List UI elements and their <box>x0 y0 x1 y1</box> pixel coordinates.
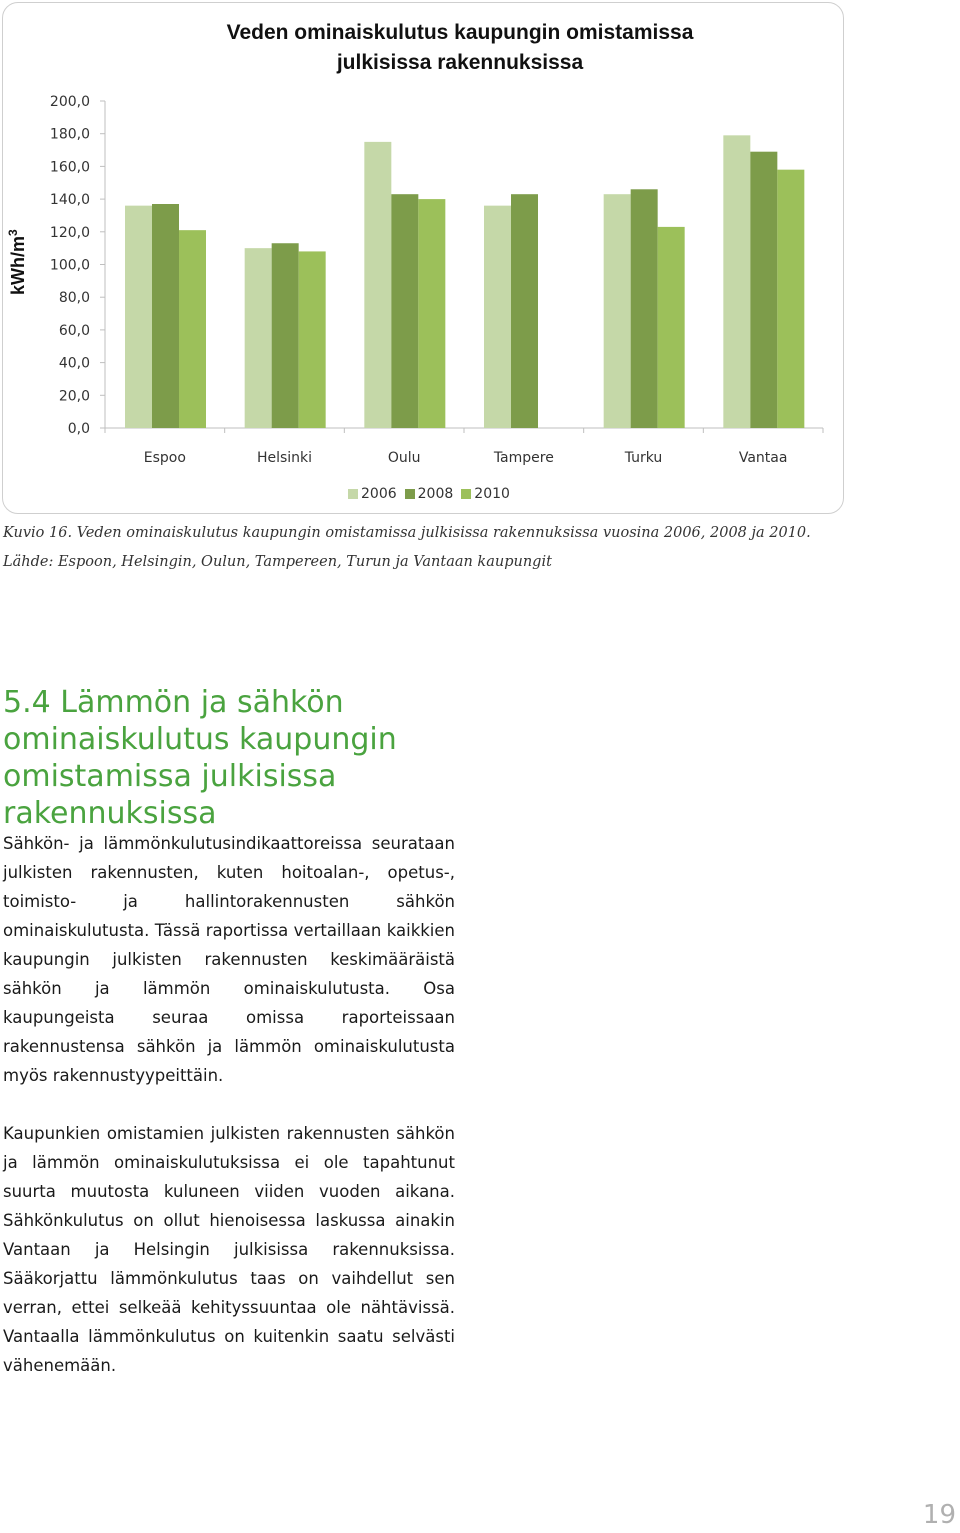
y-tick-label: 20,0 <box>58 388 90 405</box>
y-tick-label: 100,0 <box>49 257 90 274</box>
x-tick-label: Espoo <box>143 450 186 466</box>
bar-vantaa-2010 <box>777 170 804 428</box>
bar-espoo-2010 <box>179 230 206 428</box>
bar-vantaa-2006 <box>723 135 750 428</box>
figure-source: Lähde: Espoon, Helsingin, Oulun, Tampereen, Turun ja Vantaan kaupungit <box>3 554 552 570</box>
chart-title-line1: Veden ominaiskulutus kaupungin omistamissa <box>226 21 694 44</box>
legend-label-2010: 2010 <box>474 486 510 502</box>
section-heading: 5.4 Lämmön ja sähkön ominaiskulutus kaupungin omistamissa julkisissa rakennuksissa <box>3 685 397 831</box>
y-axis-label-sup: 3 <box>6 229 20 236</box>
y-tick-label: 0,0 <box>67 421 90 437</box>
bar-oulu-2010 <box>418 199 445 428</box>
bar-oulu-2008 <box>391 194 418 428</box>
legend-swatch-2010 <box>461 489 471 499</box>
legend-item-2010 <box>461 486 510 502</box>
paragraph-1: Sähkön- ja lämmönkulutusindikaattoreissa seurataan julkisten rakennusten, kuten hoitoalan-, opetus-, toimisto- ja hallintorakennusten sähkön ominaiskulutusta. Tässä raportissa vertaillaan kaikkien kaupungin julkisten rakennusten keskimääräistä sähkön ja lämmön ominaiskulutusta. Osa kaupungeista seuraa omissa raporteissaan rakennustensa sähkön ja lämmön ominaiskulutusta myös rakennustyypeittäin. <box>3 834 455 1085</box>
bar-helsinki-2006 <box>245 248 272 428</box>
bar-turku-2008 <box>631 189 658 428</box>
bar-tampere-2006 <box>484 206 511 428</box>
y-tick-label: 200,0 <box>49 94 90 110</box>
y-tick-label: 60,0 <box>58 322 90 339</box>
bar-tampere-2008 <box>511 194 538 428</box>
page-number: 19 <box>922 1500 956 1530</box>
bar-oulu-2006 <box>364 142 391 428</box>
y-tick-label: 40,0 <box>58 355 90 372</box>
paragraph-2: Kaupunkien omistamien julkisten rakennusten sähkön ja lämmön ominaiskulutuksissa ei ole tapahtunut suurta muutosta kuluneen viiden vuoden aikana. Sähkönkulutus on ollut hienoisessa laskussa ainakin Vantaan ja Helsingin julkisissa rakennuksissa. Sääkorjattu lämmönkulutus taas on vaihdellut sen verran, ettei selkeää kehityssuuntaa ole nähtävissä. Vantaalla lämmönkulutus on kuitenkin saatu selvästi vähenemään. <box>3 1124 455 1375</box>
bar-turku-2006 <box>604 194 631 428</box>
bar-turku-2010 <box>658 227 685 428</box>
legend-swatch-2006 <box>348 489 358 499</box>
bar-espoo-2008 <box>152 204 179 428</box>
legend-label-2008: 2008 <box>417 486 454 502</box>
x-tick-label: Tampere <box>493 450 554 466</box>
x-tick-label: Vantaa <box>738 450 788 466</box>
y-tick-label: 140,0 <box>49 192 90 209</box>
x-tick-label: Turku <box>624 450 663 466</box>
bar-chart-plot <box>0 0 960 520</box>
y-tick-label: 180,0 <box>49 126 90 143</box>
x-tick-label: Helsinki <box>256 450 313 466</box>
chart-title-line2: julkisissa rakennuksissa <box>336 51 584 74</box>
legend-swatch-2008 <box>405 489 415 499</box>
legend-item-2008 <box>405 486 454 502</box>
legend-label-2006: 2006 <box>361 486 397 502</box>
legend-item-2006 <box>348 486 397 502</box>
y-tick-label: 120,0 <box>49 224 90 241</box>
y-axis-label-text: kWh/m <box>8 235 28 295</box>
bar-helsinki-2010 <box>299 251 326 428</box>
bar-vantaa-2008 <box>750 152 777 428</box>
x-tick-label: Oulu <box>387 450 421 466</box>
y-tick-label: 160,0 <box>49 159 90 176</box>
y-tick-label: 80,0 <box>58 290 90 307</box>
bar-helsinki-2008 <box>272 243 299 428</box>
chart-legend <box>348 486 514 502</box>
bar-espoo-2006 <box>125 206 152 428</box>
figure-caption: Kuvio 16. Veden ominaiskulutus kaupungin omistamissa julkisissa rakennuksissa vuosina 2006, 2008 ja 2010. <box>3 525 811 541</box>
